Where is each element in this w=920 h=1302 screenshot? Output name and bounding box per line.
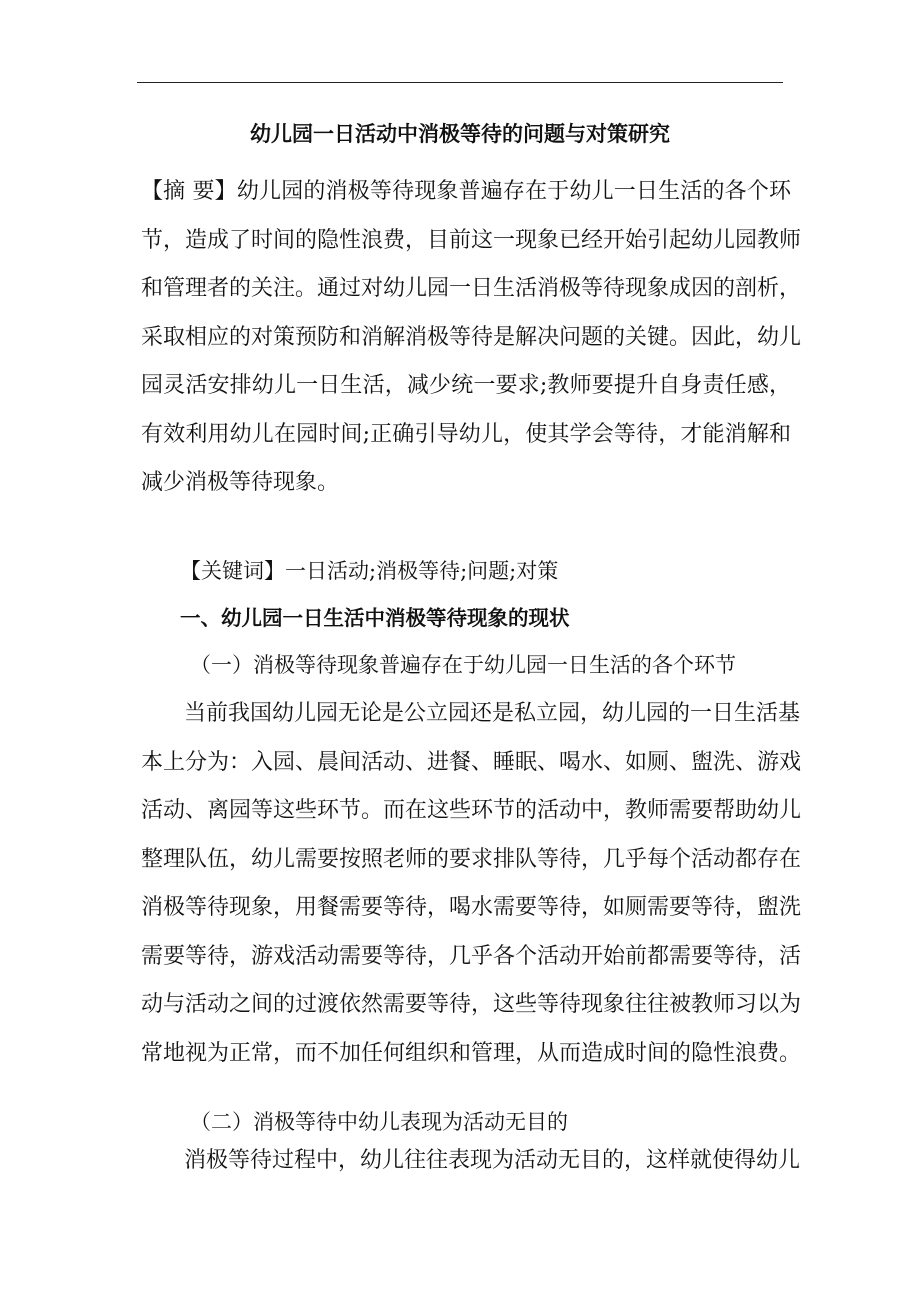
abstract-line: 有效利用幼儿在园时间;正确引导幼儿，使其学会等待，才能消解和 — [141, 421, 791, 447]
abstract-line: 园灵活安排幼儿一日生活，减少统一要求;教师要提升自身责任感， — [141, 373, 791, 398]
paragraph-line: 整理队伍，幼儿需要按照老师的要求排队等待，几乎每个活动都存在 — [141, 846, 802, 872]
paragraph-line: 需要等待，游戏活动需要等待，几乎各个活动开始前都需要等待，活 — [141, 943, 802, 969]
keywords: 【关键词】一日活动;消极等待;问题;对策 — [180, 559, 559, 583]
body-paragraph — [141, 1137, 801, 1186]
abstract-line: 节，造成了时间的隐性浪费，目前这一现象已经开始引起幼儿园教师 — [141, 227, 802, 253]
paragraph-line: 当前我国幼儿园无论是公立园还是私立园，幼儿园的一日生活基 — [184, 701, 801, 726]
document-title: 幼儿园一日活动中消极等待的问题与对策研究 — [250, 122, 670, 146]
paragraph-line: 消极等待过程中，幼儿往往表现为活动无目的，这样就使得幼儿 — [184, 1148, 801, 1173]
abstract-line: 减少消极等待现象。 — [141, 470, 340, 495]
subsection-heading: （二）消极等待中幼儿表现为活动无目的 — [190, 1110, 568, 1134]
abstract — [141, 168, 802, 508]
paragraph-line: 活动、离园等这些环节。而在这些环节的活动中，教师需要帮助幼儿 — [141, 798, 802, 823]
section-heading: 一、幼儿园一日生活中消极等待现象的现状 — [180, 606, 570, 630]
subsection-heading: （一）消极等待现象普遍存在于幼儿园一日生活的各个环节 — [190, 653, 736, 677]
paragraph-line: 本上分为：入园、晨间活动、进餐、睡眠、喝水、如厕、盥洗、游戏 — [141, 749, 802, 775]
abstract-line: 【摘 要】幼儿园的消极等待现象普遍存在于幼儿一日生活的各个环 — [141, 179, 791, 204]
header-rule — [137, 82, 783, 83]
paragraph-line: 消极等待现象，用餐需要等待，喝水需要等待，如厕需要等待，盥洗 — [141, 895, 802, 920]
abstract-line: 采取相应的对策预防和消解消极等待是解决问题的关键。因此，幼儿 — [141, 324, 802, 350]
abstract-line: 和管理者的关注。通过对幼儿园一日生活消极等待现象成因的剖析， — [141, 276, 802, 301]
paragraph-line: 常地视为正常，而不加任何组织和管理，从而造成时间的隐性浪费。 — [141, 1040, 802, 1066]
paragraph-line: 动与活动之间的过渡依然需要等待，这些等待现象往往被教师习以为 — [141, 992, 802, 1017]
body-paragraph — [141, 690, 802, 1078]
